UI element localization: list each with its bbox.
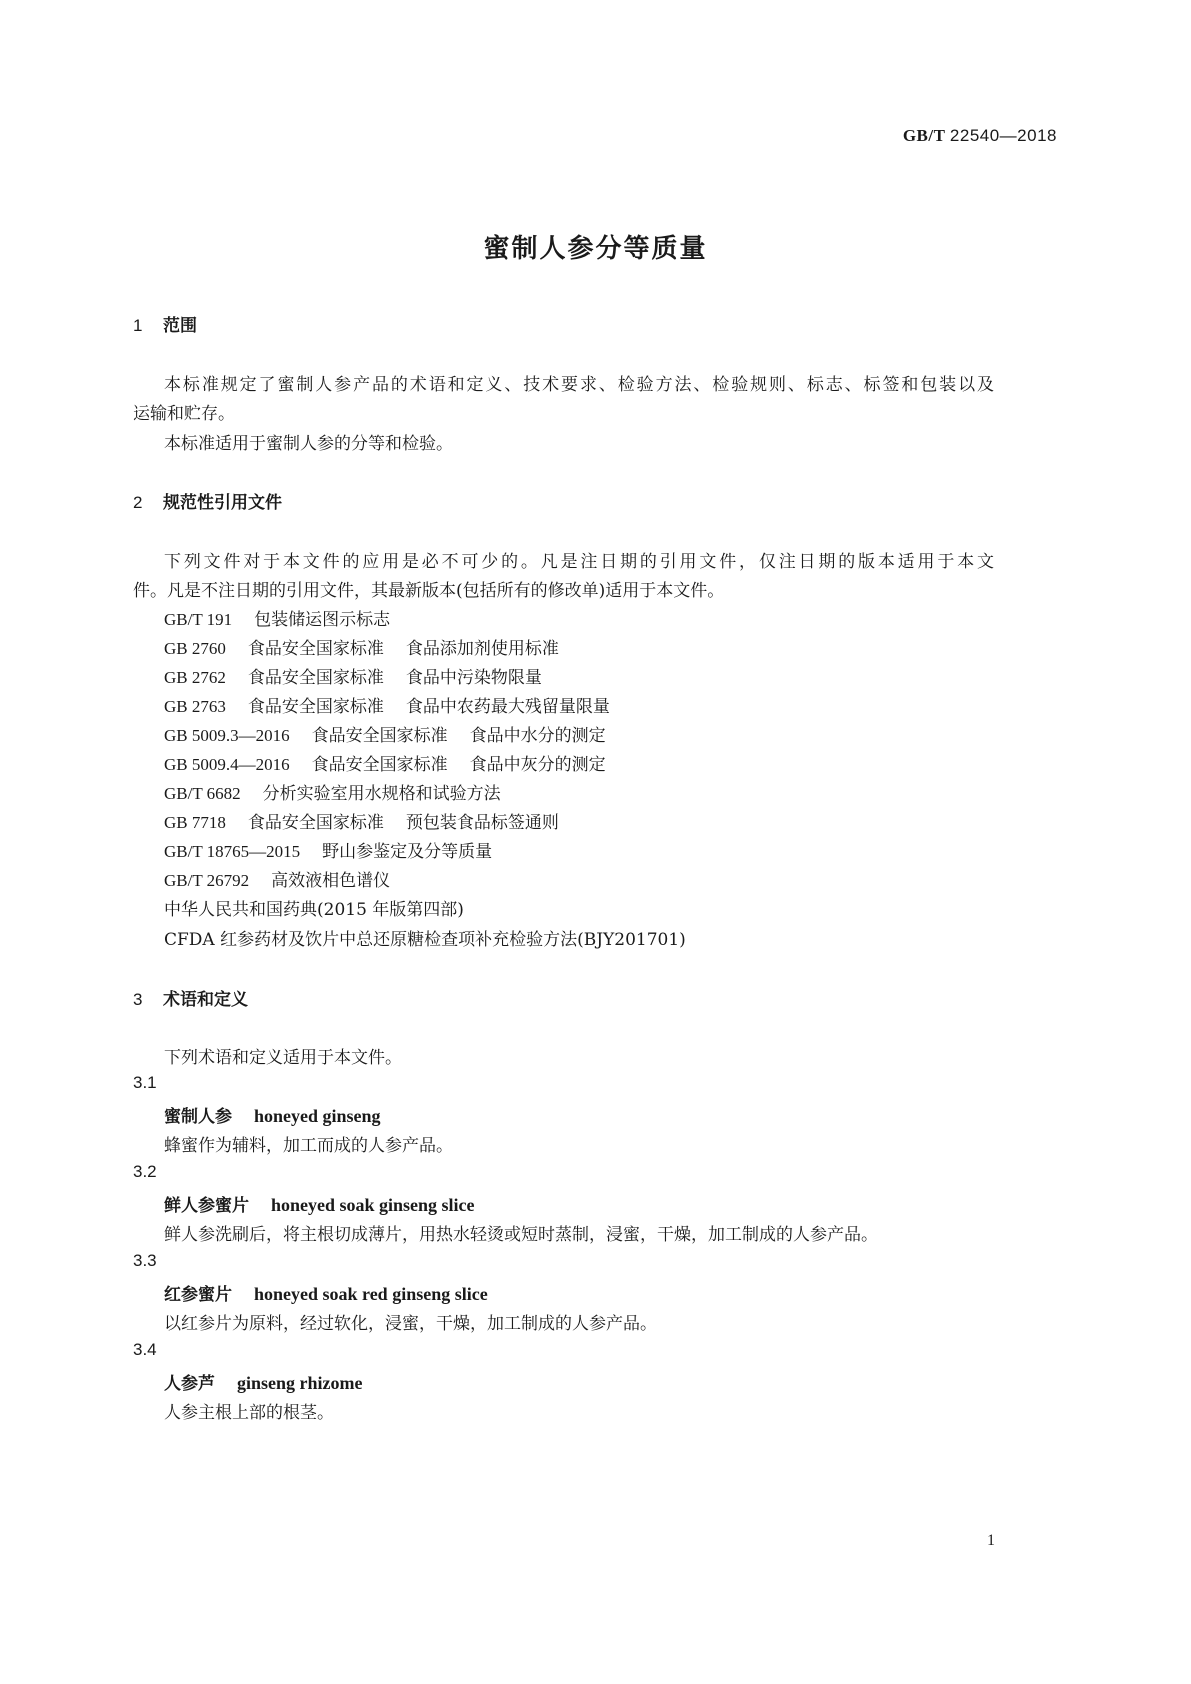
term-zh: 鲜人参蜜片 <box>164 1196 249 1216</box>
clause-number: 3.4 <box>133 1340 157 1359</box>
section-heading-scope <box>133 311 197 336</box>
term-zh: 红参蜜片 <box>164 1285 232 1305</box>
reference-title: 包装储运图示标志 <box>254 610 391 630</box>
reference-code: GB 2763 <box>164 697 226 716</box>
section-number: 2 <box>133 493 143 512</box>
normative-intro-line: 件。凡是不注日期的引用文件，其最新版本(包括所有的修改单)适用于本文件。 <box>133 581 725 601</box>
reference-subtitle: 食品中水分的测定 <box>469 726 606 746</box>
reference-title: 食品安全国家标准 <box>311 755 448 775</box>
reference-item-pharmacopoeia: 中华人民共和国药典(2015 年版第四部) <box>164 900 464 920</box>
standard-code <box>903 126 1057 146</box>
section-number: 1 <box>133 316 143 335</box>
section-number: 3 <box>133 990 143 1009</box>
reference-item <box>164 634 559 659</box>
section-title: 规范性引用文件 <box>163 493 282 513</box>
term-en: honeyed soak red ginseng slice <box>254 1284 488 1304</box>
term-definition: 蜂蜜作为辅料，加工而成的人参产品。 <box>164 1136 453 1156</box>
term-zh: 人参芦 <box>164 1374 215 1394</box>
reference-title: 食品安全国家标准 <box>311 726 448 746</box>
reference-code: GB/T 191 <box>164 610 233 629</box>
reference-code: GB 2762 <box>164 668 226 687</box>
section-heading-terms <box>133 985 248 1010</box>
term-definition: 人参主根上部的根茎。 <box>164 1403 334 1423</box>
scope-paragraph-line: 本标准规定了蜜制人参产品的术语和定义、技术要求、检验方法、检验规则、标志、标签和包装以及 <box>164 375 994 395</box>
scope-paragraph-line: 运输和贮存。 <box>133 404 235 424</box>
reference-code: GB 5009.3—2016 <box>164 726 290 745</box>
reference-item <box>164 605 390 630</box>
term-zh: 蜜制人参 <box>164 1107 232 1127</box>
reference-item <box>164 779 501 804</box>
clause-number: 3.3 <box>133 1251 157 1270</box>
document-title: 蜜制人参分等质量 <box>483 234 708 264</box>
reference-subtitle: 食品添加剂使用标准 <box>405 639 559 659</box>
reference-title: 食品安全国家标准 <box>247 813 384 833</box>
reference-title: 野山参鉴定及分等质量 <box>322 842 493 862</box>
standard-number: 22540—2018 <box>949 126 1057 145</box>
reference-subtitle: 预包装食品标签通则 <box>405 813 559 833</box>
section-heading-normative-references <box>133 488 282 513</box>
reference-code: GB 7718 <box>164 813 226 832</box>
reference-code: GB/T 18765—2015 <box>164 842 301 861</box>
term-en: ginseng rhizome <box>237 1373 363 1393</box>
reference-subtitle: 食品中污染物限量 <box>405 668 542 688</box>
term-en: honeyed soak ginseng slice <box>271 1195 475 1215</box>
term-entry <box>164 1191 475 1216</box>
term-entry <box>164 1102 381 1127</box>
reference-item <box>164 692 610 717</box>
clause-number: 3.1 <box>133 1073 157 1092</box>
reference-item <box>164 750 606 775</box>
terms-intro: 下列术语和定义适用于本文件。 <box>164 1048 402 1068</box>
standard-prefix: GB/T <box>902 126 946 145</box>
reference-code: GB 5009.4—2016 <box>164 755 290 774</box>
reference-code: GB/T 26792 <box>164 871 250 890</box>
term-definition: 鲜人参洗刷后，将主根切成薄片，用热水轻烫或短时蒸制，浸蜜，干燥，加工制成的人参产品。 <box>164 1225 878 1245</box>
reference-item <box>164 837 492 862</box>
term-definition: 以红参片为原料，经过软化，浸蜜，干燥，加工制成的人参产品。 <box>164 1314 657 1334</box>
reference-subtitle: 食品中灰分的测定 <box>469 755 606 775</box>
reference-item <box>164 721 606 746</box>
reference-title: 食品安全国家标准 <box>247 697 384 717</box>
reference-title: 食品安全国家标准 <box>247 639 384 659</box>
reference-item <box>164 808 559 833</box>
section-title: 范围 <box>163 316 197 336</box>
section-title: 术语和定义 <box>163 990 248 1010</box>
reference-item <box>164 866 390 891</box>
page-number: 1 <box>987 1532 995 1549</box>
term-entry <box>164 1280 488 1305</box>
reference-title: 食品安全国家标准 <box>247 668 384 688</box>
term-entry <box>164 1369 363 1394</box>
reference-subtitle: 食品中农药最大残留量限量 <box>405 697 610 717</box>
reference-code: GB 2760 <box>164 639 226 658</box>
clause-number: 3.2 <box>133 1162 157 1181</box>
reference-item-cfda: CFDA 红参药材及饮片中总还原糖检查项补充检验方法(BJY201701) <box>164 930 686 950</box>
term-en: honeyed ginseng <box>254 1106 381 1126</box>
reference-title: 高效液相色谱仪 <box>271 871 391 891</box>
reference-item <box>164 663 542 688</box>
normative-intro-line: 下列文件对于本文件的应用是必不可少的。凡是注日期的引用文件，仅注日期的版本适用于本文 <box>164 552 994 572</box>
scope-paragraph: 本标准适用于蜜制人参的分等和检验。 <box>164 434 453 454</box>
reference-title: 分析实验室用水规格和试验方法 <box>262 784 501 804</box>
reference-code: GB/T 6682 <box>164 784 241 803</box>
